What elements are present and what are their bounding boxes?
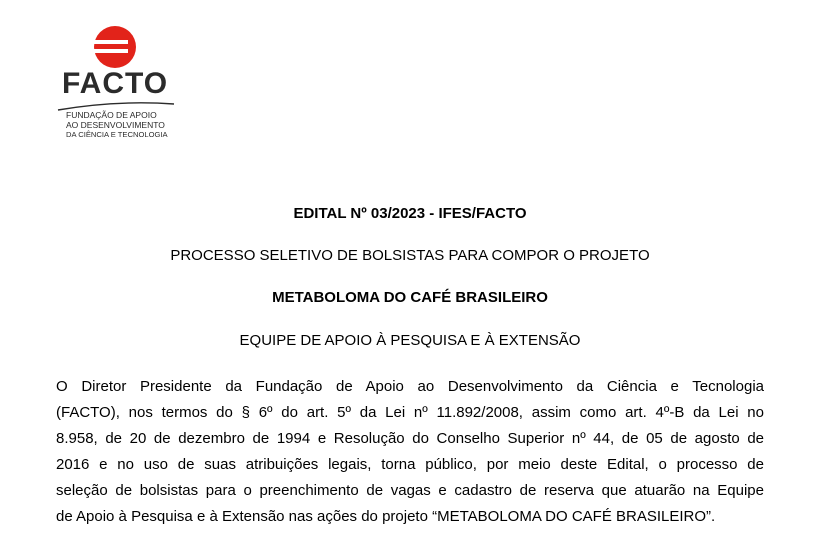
project-name: METABOLOMA DO CAFÉ BRASILEIRO — [272, 289, 548, 306]
paragraph-line: 8.958, de 20 de dezembro de 1994 e Resolução do Conselho Superior nº 44, de 05 de agosto de — [56, 430, 764, 447]
logo-name: FACTO — [62, 67, 169, 100]
logo-tagline-2: AO DESENVOLVIMENTO — [66, 120, 165, 130]
team-heading: EQUIPE DE APOIO À PESQUISA E À EXTENSÃO — [239, 332, 581, 349]
processo-heading: PROCESSO SELETIVO DE BOLSISTAS PARA COMPOR O PROJETO — [170, 247, 650, 264]
paragraph-line: de Apoio à Pesquisa e à Extensão nas ações do projeto “METABOLOMA DO CAFÉ BRASILEIRO”. — [56, 508, 716, 525]
logo-tagline-1: FUNDAÇÃO DE APOIO — [66, 110, 157, 120]
paragraph-line: 2016 e no uso de suas atribuições legais, torna público, por meio deste Edital, o processo de — [56, 456, 764, 473]
edital-title: EDITAL Nº 03/2023 - IFES/FACTO — [293, 205, 527, 222]
paragraph-line: seleção de bolsistas para o preenchimento de vagas e cadastro de reserva que atuarão na Equipe — [56, 482, 764, 499]
logo-tagline-3: DA CIÊNCIA E TECNOLOGIA — [66, 130, 168, 139]
facto-mark-icon — [92, 24, 138, 70]
paragraph-line: (FACTO), nos termos do § 6º do art. 5º da Lei nº 11.892/2008, assim como art. 4º-B da Lei no — [56, 404, 764, 421]
intro-paragraph — [56, 374, 764, 530]
facto-logo — [56, 24, 186, 144]
paragraph-line: O Diretor Presidente da Fundação de Apoio ao Desenvolvimento da Ciência e Tecnologia — [56, 378, 764, 395]
